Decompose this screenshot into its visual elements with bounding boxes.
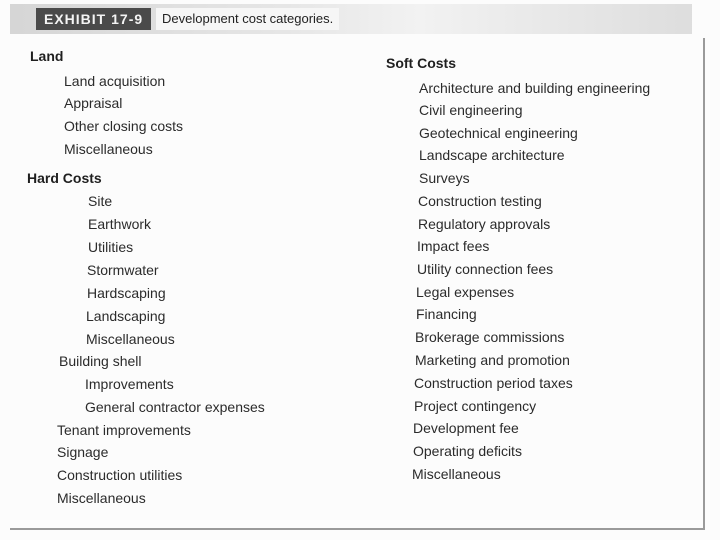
land-heading: Land: [30, 48, 64, 64]
soft-costs-item: Regulatory approvals: [418, 216, 551, 232]
soft-costs-item: Architecture and building engineering: [419, 80, 651, 96]
hard-costs-site-item: Landscaping: [86, 308, 166, 324]
building-shell-label: Building shell: [59, 353, 142, 369]
building-shell-item: Improvements: [85, 376, 174, 392]
soft-costs-item: Financing: [416, 306, 477, 322]
right-border: [703, 38, 705, 530]
soft-costs-item: Utility connection fees: [417, 261, 554, 277]
soft-costs-item: Geotechnical engineering: [419, 125, 578, 141]
soft-costs-item: Impact fees: [417, 238, 490, 254]
land-item: Appraisal: [64, 95, 123, 111]
soft-costs-item: Construction period taxes: [414, 375, 573, 391]
soft-costs-item: Project contingency: [414, 398, 537, 414]
exhibit-caption: Development cost categories.: [156, 8, 339, 30]
hard-costs-site-item: Hardscaping: [87, 285, 166, 301]
hard-costs-item: Signage: [57, 444, 109, 460]
hard-costs-site-item: Earthwork: [88, 216, 152, 232]
soft-costs-item: Development fee: [413, 420, 519, 436]
building-shell-item: General contractor expenses: [85, 399, 265, 415]
hard-costs-site-item: Miscellaneous: [86, 331, 175, 347]
bottom-border: [10, 528, 705, 530]
hard-costs-site-item: Stormwater: [87, 262, 159, 278]
soft-costs-item: Miscellaneous: [412, 466, 501, 482]
land-item: Other closing costs: [64, 118, 184, 134]
hard-costs-item: Construction utilities: [57, 467, 183, 483]
land-item: Miscellaneous: [64, 141, 153, 157]
hard-costs-item: Tenant improvements: [57, 422, 191, 438]
soft-costs-item: Operating deficits: [413, 443, 522, 459]
hard-costs-site-item: Utilities: [88, 239, 134, 255]
hard-costs-heading: Hard Costs: [27, 170, 102, 186]
soft-costs-heading: Soft Costs: [386, 55, 456, 71]
exhibit-label: EXHIBIT 17-9: [36, 8, 151, 30]
soft-costs-item: Legal expenses: [416, 284, 515, 300]
soft-costs-item: Surveys: [419, 170, 470, 186]
hard-costs-item: Miscellaneous: [57, 490, 146, 506]
land-item: Land acquisition: [64, 73, 166, 89]
soft-costs-item: Construction testing: [418, 193, 542, 209]
soft-costs-item: Civil engineering: [419, 102, 523, 118]
soft-costs-item: Brokerage commissions: [415, 329, 565, 345]
soft-costs-item: Marketing and promotion: [415, 352, 570, 368]
hard-costs-site-item: Site: [88, 193, 113, 209]
soft-costs-item: Landscape architecture: [419, 147, 565, 163]
